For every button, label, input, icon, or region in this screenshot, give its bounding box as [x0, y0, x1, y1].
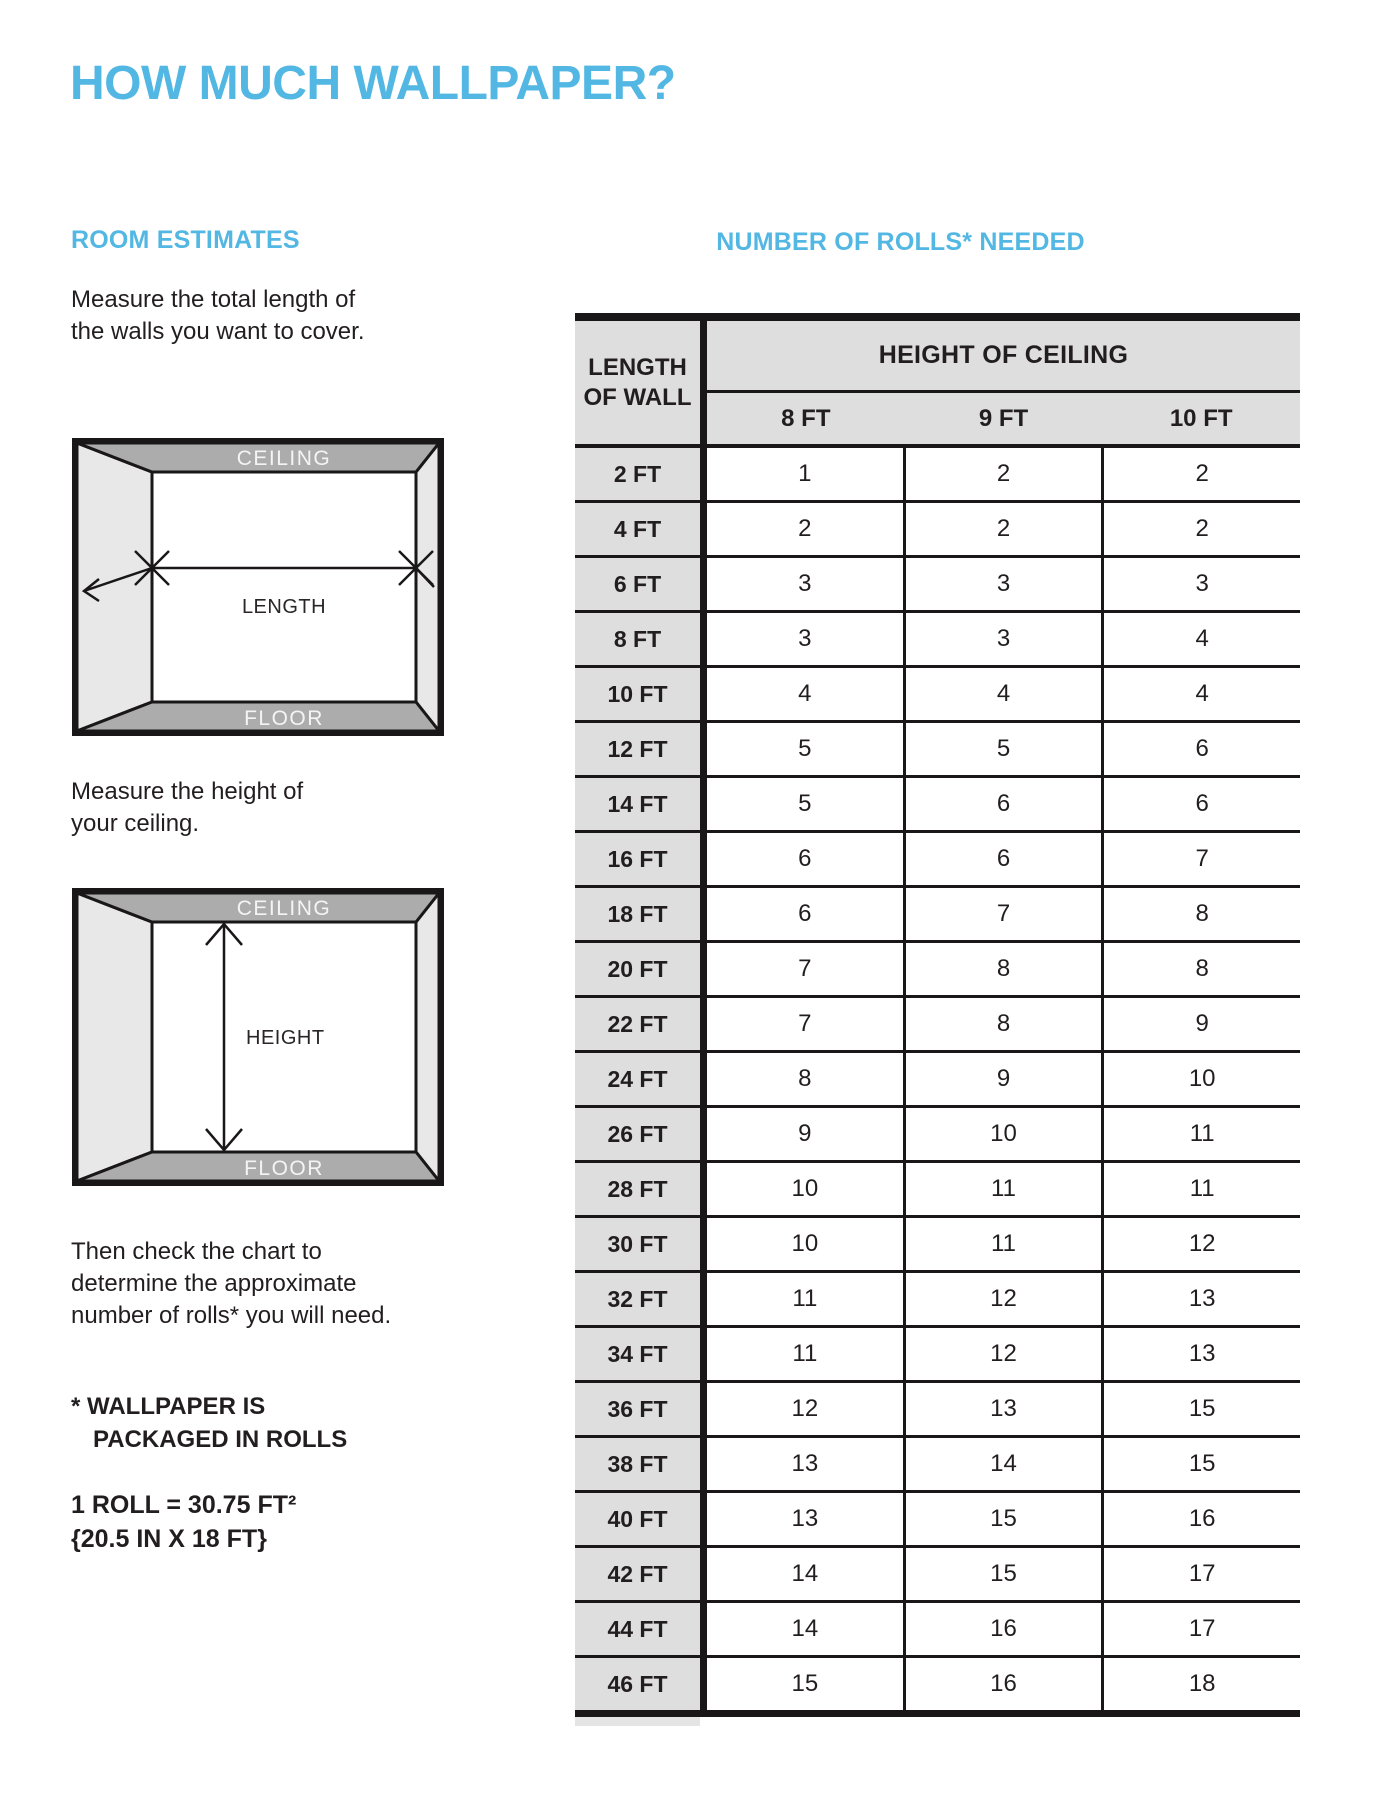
wall-length-label: 8 FT	[575, 613, 700, 665]
table-row	[575, 1108, 1300, 1163]
wall-length-label: 2 FT	[575, 448, 700, 500]
length-of-wall-header	[575, 321, 700, 444]
roll-count-cell: 8	[1101, 888, 1300, 940]
table-thick-divider	[700, 1548, 707, 1600]
wall-length-label: 10 FT	[575, 668, 700, 720]
table-row	[575, 1053, 1300, 1108]
roll-count-cell: 10	[903, 1108, 1102, 1160]
wall-length-label: 24 FT	[575, 1053, 700, 1105]
roll-count-cell: 8	[903, 998, 1102, 1050]
roll-size-line: 1 ROLL = 30.75 FT²	[71, 1491, 297, 1519]
ceiling-height-column-header: 8 FT	[781, 404, 831, 432]
roll-count-cell: 2	[707, 503, 903, 555]
wall-length-label: 34 FT	[575, 1328, 700, 1380]
left-wall	[77, 893, 152, 1181]
roll-count-cell: 6	[1101, 723, 1300, 775]
row-cells	[707, 1548, 1300, 1600]
row-cells	[707, 723, 1300, 775]
wall-length-label: 40 FT	[575, 1493, 700, 1545]
roll-count-cell: 1	[707, 448, 903, 500]
table-thick-divider	[700, 1273, 707, 1325]
roll-count-cell: 13	[707, 1493, 903, 1545]
back-wall	[152, 472, 416, 702]
table-row	[575, 998, 1300, 1053]
roll-count-cell: 11	[1101, 1108, 1300, 1160]
roll-count-cell: 2	[903, 503, 1102, 555]
roll-count-cell: 6	[903, 778, 1102, 830]
instruction-line: the walls you want to cover.	[71, 318, 365, 345]
roll-count-cell: 9	[1101, 998, 1300, 1050]
ceiling-height-subheaders	[707, 393, 1300, 444]
roll-count-cell: 11	[707, 1273, 903, 1325]
wall-length-label: 36 FT	[575, 1383, 700, 1435]
ceiling-height-column-header: 9 FT	[978, 404, 1029, 432]
table-header	[575, 321, 1300, 448]
roll-count-cell: 15	[707, 1658, 903, 1710]
roll-count-cell: 4	[1101, 613, 1300, 665]
room-height-diagram	[72, 888, 444, 1186]
roll-count-cell: 3	[1101, 558, 1300, 610]
roll-count-cell: 8	[1101, 943, 1300, 995]
row-cells	[707, 1603, 1300, 1655]
roll-count-cell: 15	[1101, 1438, 1300, 1490]
table-row	[575, 668, 1300, 723]
instruction-line: your ceiling.	[71, 810, 200, 837]
roll-count-cell: 3	[903, 558, 1102, 610]
ceiling-header-group	[707, 321, 1300, 444]
wall-length-label: 46 FT	[575, 1658, 700, 1710]
row-cells	[707, 1273, 1300, 1325]
right-wall	[416, 443, 439, 731]
roll-count-cell: 7	[903, 888, 1102, 940]
table-thick-divider	[700, 1108, 707, 1160]
row-cells	[707, 1493, 1300, 1545]
row-cells	[707, 558, 1300, 610]
roll-count-cell: 2	[903, 448, 1102, 500]
table-thick-divider	[700, 888, 707, 940]
wall-length-label: 28 FT	[575, 1163, 700, 1215]
roll-count-cell: 11	[1101, 1163, 1300, 1215]
table-row	[575, 503, 1300, 558]
roll-count-cell: 13	[707, 1438, 903, 1490]
roll-count-cell: 18	[1101, 1658, 1300, 1710]
wall-length-label: 30 FT	[575, 1218, 700, 1270]
roll-count-cell: 7	[707, 943, 903, 995]
row-cells	[707, 613, 1300, 665]
row-cells	[707, 1328, 1300, 1380]
wall-length-label: 20 FT	[575, 943, 700, 995]
table-thick-divider	[700, 1053, 707, 1105]
table-thick-divider	[700, 943, 707, 995]
table-row	[575, 833, 1300, 888]
roll-count-cell: 10	[707, 1218, 903, 1270]
right-wall	[416, 893, 439, 1181]
table-row	[575, 723, 1300, 778]
row-cells	[707, 888, 1300, 940]
page-title: HOW MUCH WALLPAPER?	[70, 57, 676, 110]
row-cells	[707, 668, 1300, 720]
height-dimension-label: HEIGHT	[246, 1027, 325, 1049]
table-body	[575, 448, 1300, 1713]
roll-count-cell: 15	[903, 1493, 1102, 1545]
wall-length-label: 12 FT	[575, 723, 700, 775]
roll-count-cell: 11	[707, 1328, 903, 1380]
instruction-check-chart	[71, 1236, 391, 1332]
instruction-line: Measure the height of	[71, 778, 304, 805]
wall-length-label: 14 FT	[575, 778, 700, 830]
wall-length-label: 42 FT	[575, 1548, 700, 1600]
wall-length-label: 4 FT	[575, 503, 700, 555]
table-thick-divider	[700, 1383, 707, 1435]
instruction-measure-length	[71, 284, 364, 348]
roll-count-cell: 12	[707, 1383, 903, 1435]
table-thick-divider	[700, 1328, 707, 1380]
table-row	[575, 1438, 1300, 1493]
roll-count-cell: 14	[903, 1438, 1102, 1490]
roll-count-cell: 2	[1101, 503, 1300, 555]
instruction-measure-height	[71, 776, 303, 840]
roll-count-cell: 11	[903, 1218, 1102, 1270]
header-line: OF WALL	[583, 383, 692, 411]
roll-count-cell: 16	[1101, 1493, 1300, 1545]
wall-length-label: 18 FT	[575, 888, 700, 940]
table-bottom-border	[575, 1710, 1300, 1717]
table-thick-divider	[700, 1658, 707, 1710]
row-cells	[707, 503, 1300, 555]
ceiling-label: CEILING	[236, 447, 332, 470]
table-row	[575, 1548, 1300, 1603]
table-thick-divider	[700, 1218, 707, 1270]
wall-length-label: 16 FT	[575, 833, 700, 885]
room-estimates-heading: ROOM ESTIMATES	[71, 226, 300, 254]
row-cells	[707, 943, 1300, 995]
table-row	[575, 1493, 1300, 1548]
row-cells	[707, 1383, 1300, 1435]
roll-count-cell: 9	[903, 1053, 1102, 1105]
roll-count-cell: 12	[903, 1328, 1102, 1380]
roll-count-cell: 5	[707, 778, 903, 830]
wall-length-label: 32 FT	[575, 1273, 700, 1325]
table-row	[575, 558, 1300, 613]
roll-count-cell: 2	[1101, 448, 1300, 500]
rolls-table	[575, 313, 1300, 1726]
row-cells	[707, 998, 1300, 1050]
table-top-border	[575, 313, 1300, 321]
table-thick-divider	[700, 448, 707, 500]
roll-count-cell: 8	[903, 943, 1102, 995]
roll-size-line: {20.5 IN X 18 FT}	[71, 1525, 267, 1553]
roll-count-cell: 7	[707, 998, 903, 1050]
roll-count-cell: 6	[707, 833, 903, 885]
table-row	[575, 1658, 1300, 1713]
table-thick-divider	[700, 558, 707, 610]
rolls-needed-heading: NUMBER OF ROLLS* NEEDED	[716, 228, 1085, 256]
roll-count-cell: 4	[903, 668, 1102, 720]
table-row	[575, 448, 1300, 503]
row-cells	[707, 1108, 1300, 1160]
roll-count-cell: 9	[707, 1108, 903, 1160]
wall-length-label: 38 FT	[575, 1438, 700, 1490]
row-cells	[707, 1658, 1300, 1710]
footnote-line: * WALLPAPER IS	[71, 1393, 266, 1420]
roll-count-cell: 5	[707, 723, 903, 775]
table-thick-divider	[700, 1603, 707, 1655]
table-thick-divider	[700, 321, 707, 444]
roll-count-cell: 3	[707, 613, 903, 665]
table-thick-divider	[700, 503, 707, 555]
row-cells	[707, 1218, 1300, 1270]
wall-length-label: 6 FT	[575, 558, 700, 610]
table-thick-divider	[700, 1438, 707, 1490]
table-row	[575, 1273, 1300, 1328]
table-row	[575, 613, 1300, 668]
length-dimension-label: LENGTH	[241, 596, 327, 618]
wall-length-label: 26 FT	[575, 1108, 700, 1160]
table-row	[575, 943, 1300, 998]
roll-count-cell: 13	[1101, 1273, 1300, 1325]
table-row	[575, 888, 1300, 943]
table-thick-divider	[700, 723, 707, 775]
row-cells	[707, 1163, 1300, 1215]
roll-count-cell: 13	[903, 1383, 1102, 1435]
wallpaper-rolls-footnote	[71, 1390, 347, 1456]
table-thick-divider	[700, 998, 707, 1050]
roll-count-cell: 11	[903, 1163, 1102, 1215]
row-cells	[707, 1053, 1300, 1105]
roll-count-cell: 5	[903, 723, 1102, 775]
table-thick-divider	[700, 668, 707, 720]
wall-length-label: 44 FT	[575, 1603, 700, 1655]
table-row	[575, 1328, 1300, 1383]
roll-count-cell: 8	[707, 1053, 903, 1105]
table-footer-stub	[575, 1717, 700, 1726]
instruction-line: determine the approximate	[71, 1270, 357, 1297]
roll-count-cell: 3	[707, 558, 903, 610]
table-row	[575, 1603, 1300, 1658]
table-row	[575, 1218, 1300, 1273]
roll-count-cell: 12	[1101, 1218, 1300, 1270]
roll-count-cell: 6	[1101, 778, 1300, 830]
roll-count-cell: 17	[1101, 1548, 1300, 1600]
roll-count-cell: 7	[1101, 833, 1300, 885]
table-row	[575, 1163, 1300, 1218]
roll-count-cell: 4	[707, 668, 903, 720]
row-cells	[707, 778, 1300, 830]
wall-length-label: 22 FT	[575, 998, 700, 1050]
floor-label: FLOOR	[244, 707, 324, 730]
roll-size-info	[71, 1488, 296, 1556]
row-cells	[707, 1438, 1300, 1490]
roll-count-cell: 16	[903, 1603, 1102, 1655]
roll-count-cell: 12	[903, 1273, 1102, 1325]
roll-count-cell: 14	[707, 1548, 903, 1600]
roll-count-cell: 10	[1101, 1053, 1300, 1105]
table-thick-divider	[700, 833, 707, 885]
roll-count-cell: 16	[903, 1658, 1102, 1710]
table-row	[575, 1383, 1300, 1438]
table-thick-divider	[700, 778, 707, 830]
roll-count-cell: 15	[1101, 1383, 1300, 1435]
table-thick-divider	[700, 1493, 707, 1545]
roll-count-cell: 6	[903, 833, 1102, 885]
row-cells	[707, 448, 1300, 500]
room-length-diagram	[72, 438, 444, 736]
height-of-ceiling-header: HEIGHT OF CEILING	[707, 321, 1300, 393]
header-line: LENGTH	[588, 353, 687, 381]
ceiling-label: CEILING	[236, 897, 332, 920]
instruction-line: number of rolls* you will need.	[71, 1302, 392, 1329]
roll-count-cell: 14	[707, 1603, 903, 1655]
roll-count-cell: 3	[903, 613, 1102, 665]
table-row	[575, 778, 1300, 833]
table-thick-divider	[700, 1163, 707, 1215]
footnote-line: PACKAGED IN ROLLS	[93, 1426, 348, 1453]
table-thick-divider	[700, 613, 707, 665]
instruction-line: Measure the total length of	[71, 286, 356, 313]
roll-count-cell: 4	[1101, 668, 1300, 720]
roll-count-cell: 17	[1101, 1603, 1300, 1655]
roll-count-cell: 13	[1101, 1328, 1300, 1380]
floor-label: FLOOR	[244, 1157, 324, 1180]
roll-count-cell: 6	[707, 888, 903, 940]
ceiling-height-column-header: 10 FT	[1169, 404, 1233, 432]
roll-count-cell: 15	[903, 1548, 1102, 1600]
row-cells	[707, 833, 1300, 885]
roll-count-cell: 10	[707, 1163, 903, 1215]
instruction-line: Then check the chart to	[71, 1238, 322, 1265]
